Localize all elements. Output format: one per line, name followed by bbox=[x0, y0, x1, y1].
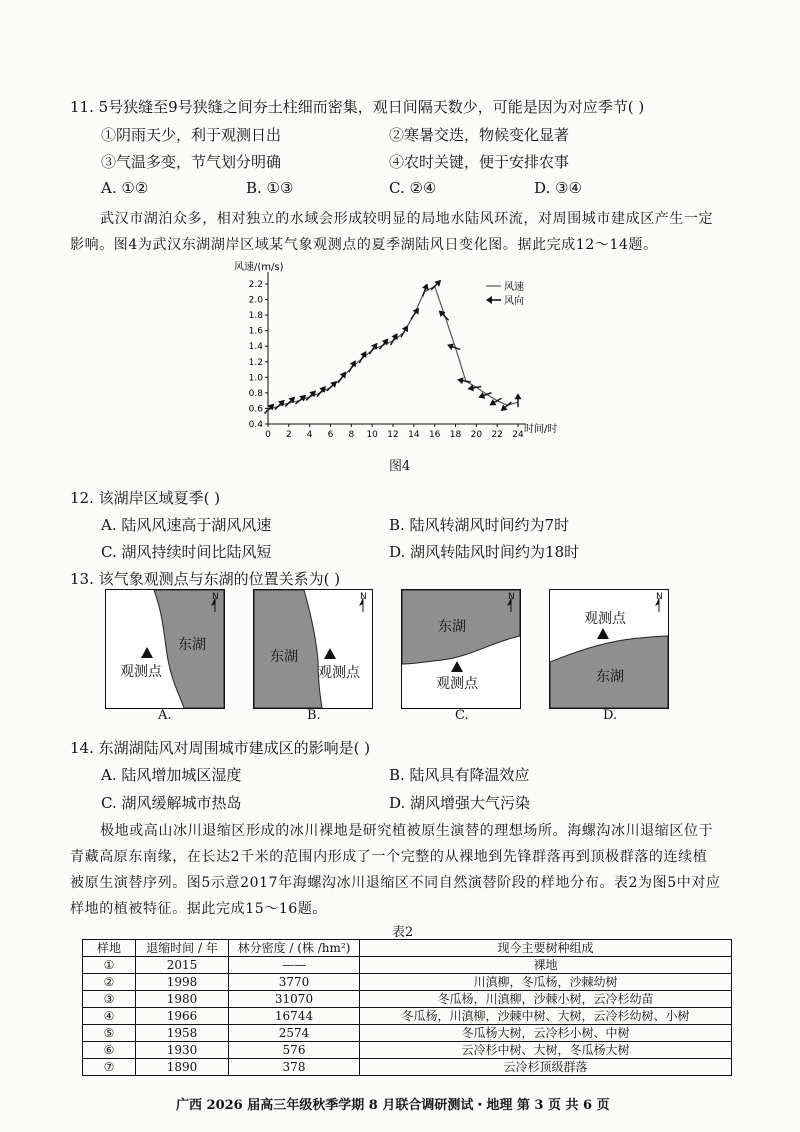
wind-direction-arrow bbox=[515, 393, 522, 407]
q11-statement-4: ④农时关键，便于安排农事 bbox=[389, 153, 570, 171]
passage2-line4: 样地的植被特征。据此完成15～16题。 bbox=[70, 901, 328, 917]
wind-direction-arrow bbox=[477, 389, 493, 400]
table-row bbox=[83, 974, 732, 991]
y-tick-label: 0.6 bbox=[248, 404, 263, 415]
map-c-north: N bbox=[508, 592, 515, 602]
map-a-station-marker bbox=[141, 647, 153, 658]
table-header: 林分密度 / (株 /hm²) bbox=[229, 940, 360, 957]
x-tick-label: 12 bbox=[387, 430, 399, 440]
map-d bbox=[549, 589, 669, 709]
table-cell: 31070 bbox=[229, 991, 360, 1008]
wind-direction-arrow bbox=[324, 379, 339, 394]
y-tick-label: 1.4 bbox=[248, 342, 263, 353]
map-d-north: N bbox=[656, 592, 663, 602]
map-a-caption: A. bbox=[158, 708, 172, 723]
table-cell: 冬瓜杨，川滇柳，沙棘小树，云冷杉幼苗 bbox=[360, 991, 732, 1008]
wind-direction-arrow bbox=[436, 308, 451, 323]
table-row bbox=[83, 957, 732, 974]
q12-stem: 12. 该湖岸区域夏季( ) bbox=[70, 489, 221, 507]
table-cell: 川滇柳，冬瓜杨，沙棘幼树 bbox=[360, 974, 732, 991]
x-tick-label: 10 bbox=[366, 430, 378, 440]
q14-option-a: A. 陆风增加城区湿度 bbox=[101, 766, 242, 784]
table-cell: ② bbox=[83, 974, 136, 991]
legend-direction: 风向 bbox=[504, 296, 524, 307]
y-tick-label: 2.2 bbox=[248, 280, 263, 290]
table-cell: 云冷杉顶级群落 bbox=[360, 1059, 732, 1076]
q11-option-b: B. ①③ bbox=[246, 179, 294, 197]
map-c-station-label: 观测点 bbox=[436, 676, 478, 692]
map-c-caption: C. bbox=[455, 708, 469, 723]
table-cell: 2574 bbox=[229, 1025, 360, 1042]
table2-title: 表2 bbox=[392, 925, 414, 940]
map-b-north: N bbox=[360, 592, 367, 602]
map-d-caption: D. bbox=[603, 708, 618, 723]
chart-y-label: 风速/(m/s) bbox=[234, 262, 284, 273]
map-a-north: N bbox=[212, 592, 219, 602]
table-cell: 1930 bbox=[136, 1042, 229, 1059]
x-tick-label: 20 bbox=[470, 430, 483, 440]
map-c-lake-label: 东湖 bbox=[438, 619, 466, 635]
wind-direction-arrow bbox=[398, 323, 411, 339]
table-cell: 1966 bbox=[136, 1008, 229, 1025]
map-a-lake-label: 东湖 bbox=[178, 637, 206, 653]
wind-direction-arrow bbox=[262, 401, 277, 416]
q13-stem: 13. 该气象观测点与东湖的位置关系为( ) bbox=[70, 570, 341, 588]
legend-speed: 风速 bbox=[504, 282, 524, 293]
table-cell: 冬瓜杨大树，云冷杉小树、中树 bbox=[360, 1025, 732, 1042]
table-row bbox=[83, 1025, 732, 1042]
table-cell: 378 bbox=[229, 1059, 360, 1076]
table-cell: ③ bbox=[83, 991, 136, 1008]
map-a bbox=[105, 589, 225, 709]
map-b-caption: B. bbox=[307, 708, 321, 723]
q11-option-c: C. ②④ bbox=[389, 179, 437, 197]
table-header: 现今主要树种组成 bbox=[360, 940, 732, 957]
table-cell: ⑤ bbox=[83, 1025, 136, 1042]
table-cell: ④ bbox=[83, 1008, 136, 1025]
table-cell: 1958 bbox=[136, 1025, 229, 1042]
map-c-station-marker bbox=[451, 661, 463, 672]
table-row bbox=[83, 1008, 732, 1025]
x-tick-label: 18 bbox=[449, 430, 462, 440]
map-d-station-label: 观测点 bbox=[584, 611, 626, 627]
table-cell: 云冷杉中树、大树，冬瓜杨大树 bbox=[360, 1042, 732, 1059]
map-a-station-label: 观测点 bbox=[120, 664, 162, 680]
table-cell: 冬瓜杨，川滇柳，沙棘中树、大树，云冷杉幼树、小树 bbox=[360, 1008, 732, 1025]
table-row bbox=[83, 1042, 732, 1059]
q11-statement-3: ③气温多变，节气划分明确 bbox=[101, 153, 282, 171]
table-row bbox=[83, 1059, 732, 1076]
table-cell: 1998 bbox=[136, 974, 229, 991]
y-tick-label: 0.8 bbox=[248, 388, 263, 399]
q14-option-d: D. 湖风增强大气污染 bbox=[389, 794, 531, 812]
q14-option-b: B. 陆风具有降温效应 bbox=[389, 766, 530, 784]
passage2-line3: 被原生演替序列。图5示意2017年海螺沟冰川退缩区不同自然演替阶段的样地分布。表2为图5中对应 bbox=[70, 875, 721, 891]
table-cell: 1980 bbox=[136, 991, 229, 1008]
wind-direction-arrow bbox=[498, 399, 513, 413]
passage1-line2: 影响。图4为武汉东湖湖岸区域某气象观测点的夏季湖陆风日变化图。据此完成12～14题。 bbox=[70, 237, 658, 253]
table-cell: 裸地 bbox=[360, 957, 732, 974]
table-cell: 1890 bbox=[136, 1059, 229, 1076]
x-tick-label: 16 bbox=[428, 430, 441, 440]
table-header: 样地 bbox=[83, 940, 136, 957]
x-tick-label: 8 bbox=[348, 430, 355, 440]
passage2-line2: 青藏高原东南缘，在长达2千米的范围内形成了一个完整的从裸地到先锋群落再到顶极群落的连续植 bbox=[70, 849, 708, 865]
table-cell: ⑥ bbox=[83, 1042, 136, 1059]
table-cell: ① bbox=[83, 957, 136, 974]
map-c bbox=[401, 589, 521, 709]
q12-option-c: C. 湖风持续时间比陆风短 bbox=[101, 543, 272, 561]
x-tick-label: 0 bbox=[265, 430, 271, 440]
y-tick-label: 1.8 bbox=[248, 311, 263, 322]
map-d-lake-label: 东湖 bbox=[596, 669, 624, 685]
table-header-row bbox=[83, 940, 732, 957]
q14-stem: 14. 东湖湖陆风对周围城市建成区的影响是( ) bbox=[70, 739, 371, 757]
wind-speed-line bbox=[268, 286, 518, 410]
x-tick-label: 4 bbox=[306, 430, 313, 440]
chart-x-label: 时间/时 bbox=[524, 424, 558, 435]
table2 bbox=[82, 939, 732, 1076]
x-tick-label: 22 bbox=[491, 430, 503, 440]
x-tick-label: 24 bbox=[512, 430, 524, 440]
table-cell: 3770 bbox=[229, 974, 360, 991]
y-tick-label: 2.0 bbox=[248, 295, 263, 306]
wind-chart bbox=[228, 256, 568, 450]
table-cell: ⑦ bbox=[83, 1059, 136, 1076]
map-b-station-marker bbox=[324, 648, 336, 659]
q12-option-d: D. 湖风转陆风时间约为18时 bbox=[389, 543, 580, 561]
wind-direction-arrow bbox=[467, 383, 482, 392]
map-b bbox=[253, 589, 373, 709]
table-cell: 16744 bbox=[229, 1008, 360, 1025]
map-b-station-label: 观测点 bbox=[318, 665, 360, 681]
passage2-line1: 极地或高山冰川退缩区形成的冰川裸地是研究植被原生演替的理想场所。海螺沟冰川退缩区位于 bbox=[100, 823, 714, 839]
q11-option-a: A. ①② bbox=[101, 179, 149, 197]
q12-option-b: B. 陆风转湖风时间约为7时 bbox=[389, 516, 570, 534]
table-row bbox=[83, 991, 732, 1008]
chart-legend bbox=[486, 280, 524, 307]
table-cell: —— bbox=[229, 957, 360, 974]
map-d-station-marker bbox=[597, 628, 609, 639]
x-tick-label: 14 bbox=[408, 430, 420, 440]
map-b-lake-label: 东湖 bbox=[270, 649, 298, 665]
table-cell: 576 bbox=[229, 1042, 360, 1059]
q11-statement-1: ①阴雨天少，利于观测日出 bbox=[101, 126, 282, 144]
y-tick-label: 1.0 bbox=[248, 373, 263, 384]
x-tick-label: 2 bbox=[285, 430, 292, 440]
wind-direction-arrow bbox=[456, 376, 471, 385]
figure4-caption: 图4 bbox=[389, 459, 411, 474]
page-footer: 广西 2026 届高三年级秋季学期 8 月联合调研测试・地理 第 3 页 共 6 页 bbox=[176, 1098, 610, 1113]
y-tick-label: 1.2 bbox=[248, 357, 263, 368]
table-cell: 2015 bbox=[136, 957, 229, 974]
x-tick-label: 6 bbox=[327, 430, 334, 440]
q11-option-d: D. ③④ bbox=[534, 179, 582, 197]
q11-statement-2: ②寒暑交迭，物候变化显著 bbox=[389, 126, 570, 144]
y-tick-label: 0.4 bbox=[248, 420, 263, 430]
q14-option-c: C. 湖风缓解城市热岛 bbox=[101, 794, 242, 812]
table-header: 退缩时间 / 年 bbox=[136, 940, 229, 957]
q12-option-a: A. 陆风风速高于湖风风速 bbox=[101, 516, 272, 534]
legend-arrow-icon bbox=[486, 296, 501, 304]
q11-stem: 11. 5号狭缝至9号狭缝之间夯土柱细而密集，观日间隔天数少，可能是因为对应季节( ) bbox=[70, 98, 645, 116]
wind-direction-arrow bbox=[408, 306, 422, 321]
passage1-line1: 武汉市湖泊众多，相对独立的水域会形成较明显的局地水陆风环流，对周围城市建成区产生一定 bbox=[100, 211, 714, 227]
y-tick-label: 1.6 bbox=[248, 326, 263, 337]
wind-direction-arrow bbox=[314, 384, 328, 399]
wind-direction-arrow bbox=[387, 331, 400, 347]
wind-direction-arrow bbox=[377, 336, 391, 351]
